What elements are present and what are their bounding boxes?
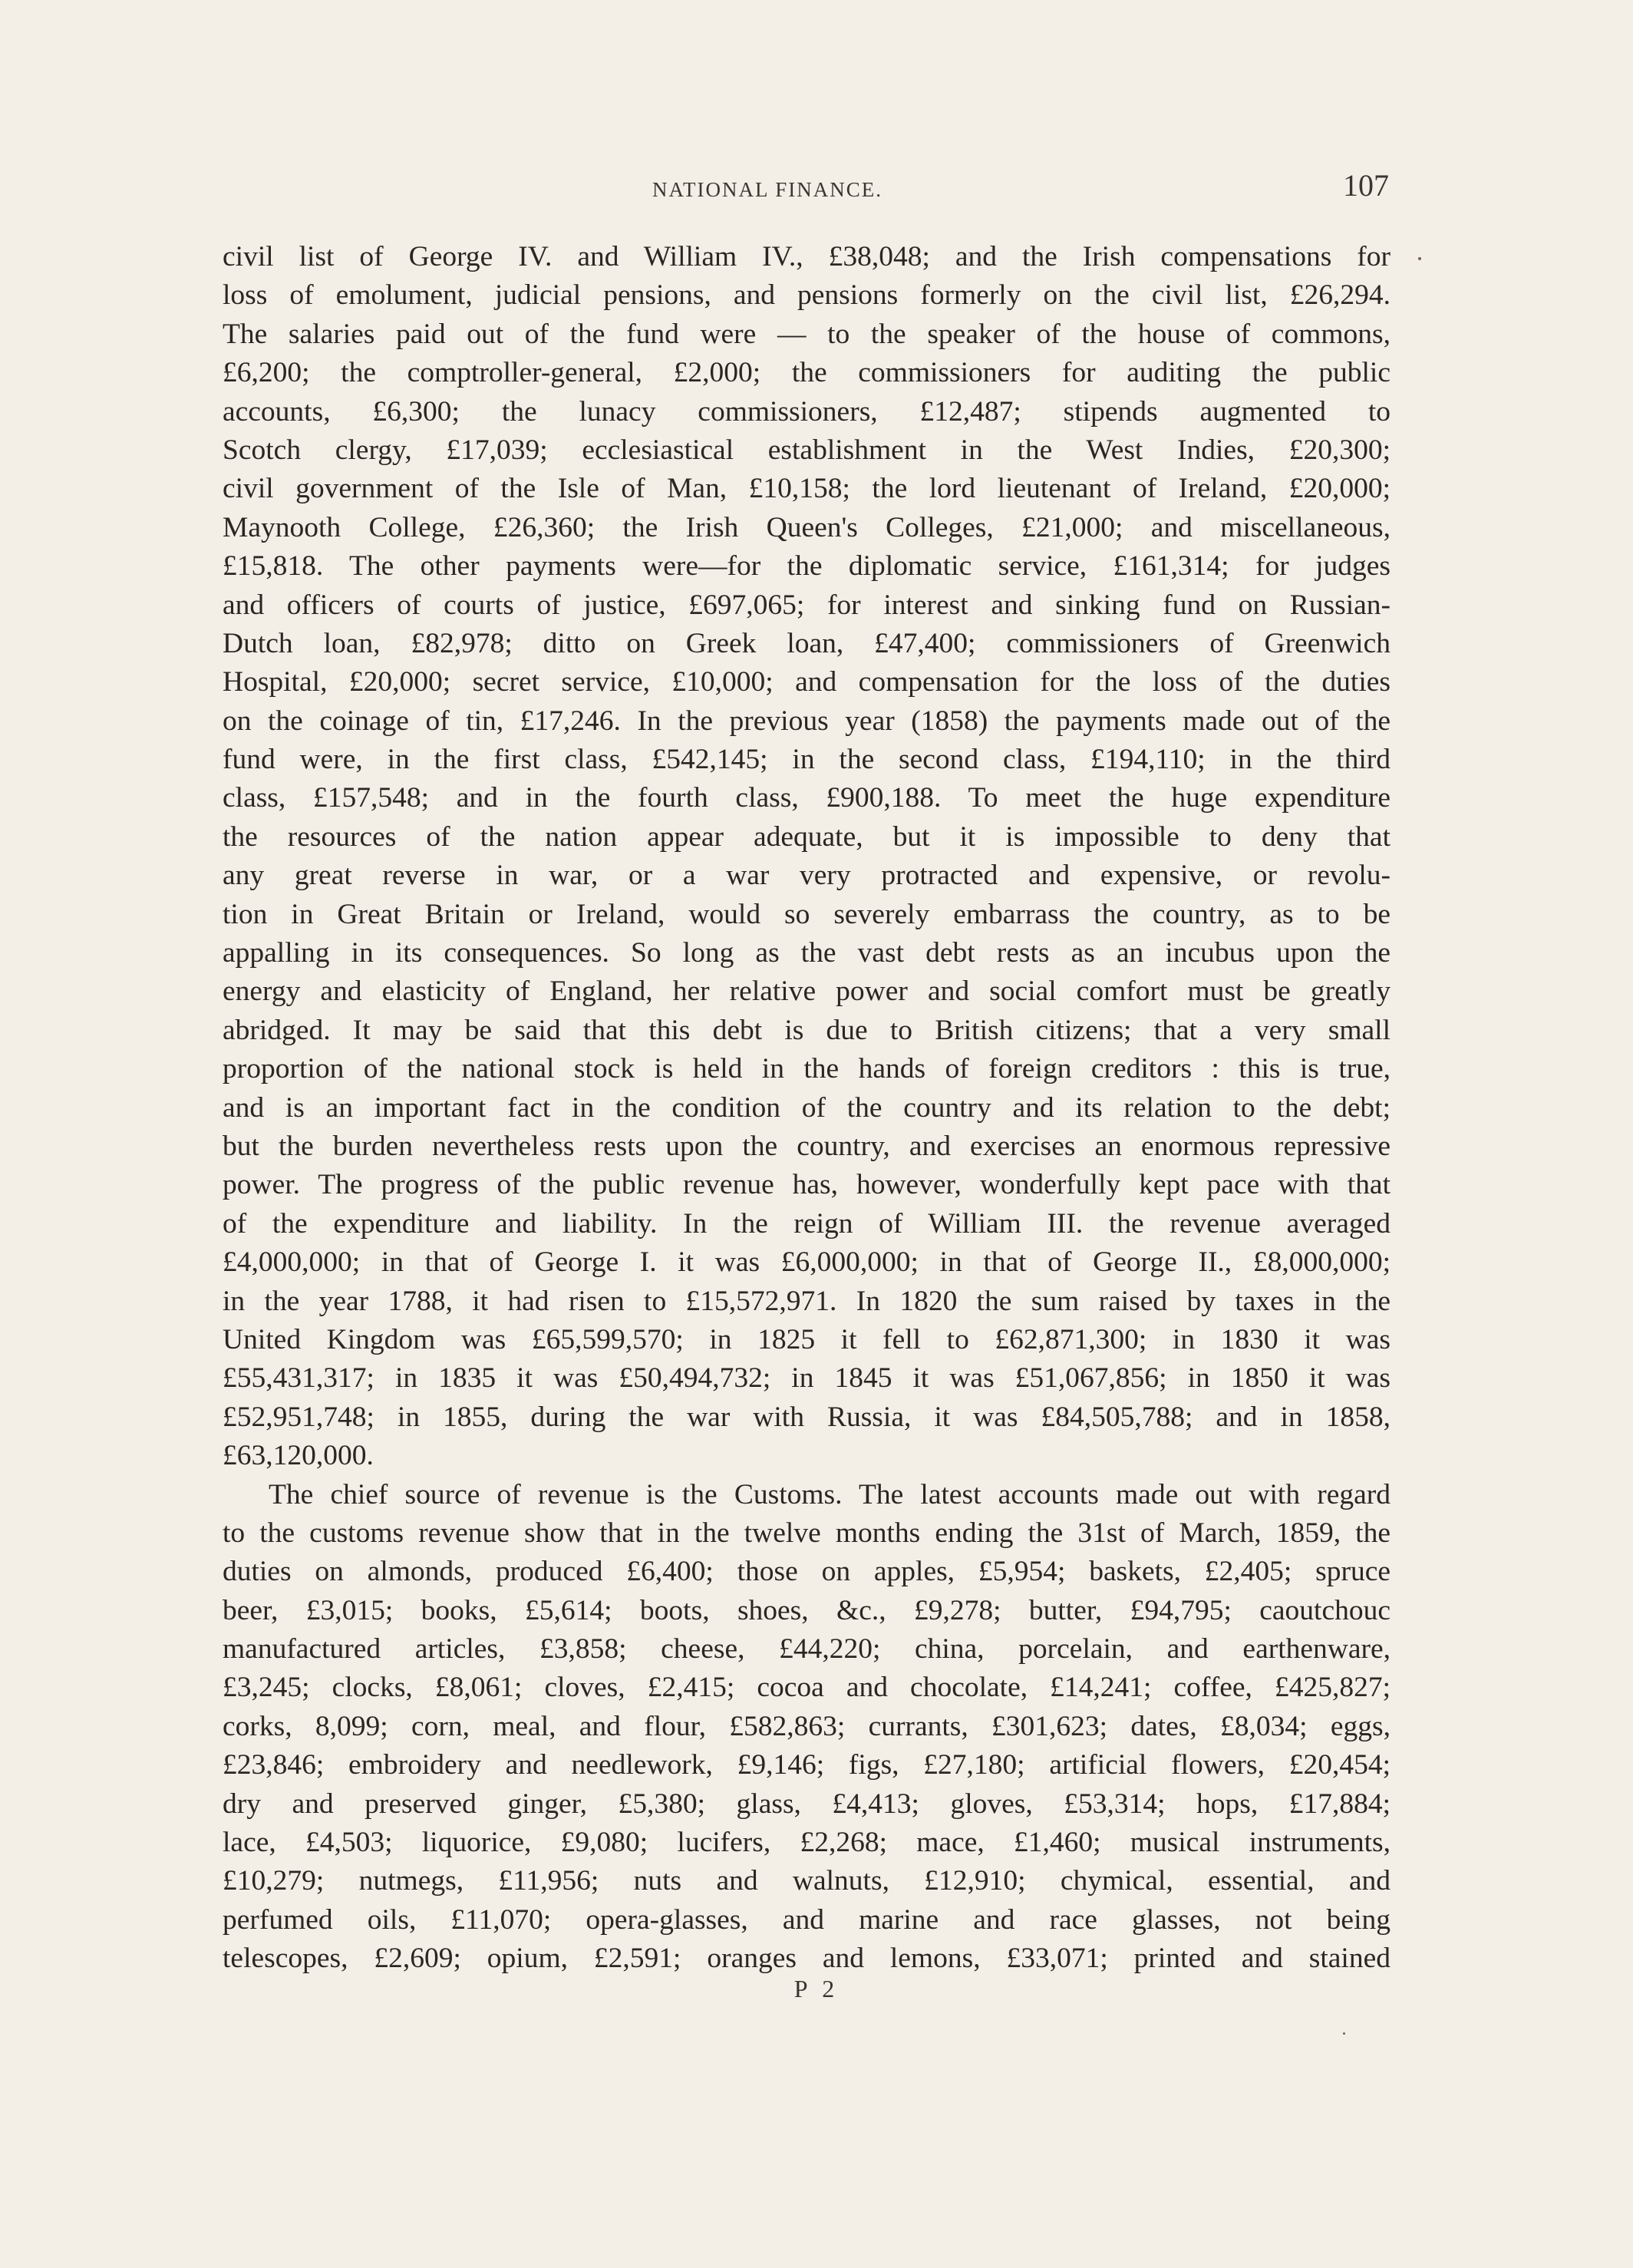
text-line: £23,846; embroidery and needlework, £9,146; figs, £27,180; artificial flowers, £20,454;: [223, 1749, 1391, 1781]
text-line: lace, £4,503; liquorice, £9,080; lucifers, £2,268; mace, £1,460; musical instruments,: [223, 1827, 1391, 1859]
text-line: to the customs revenue show that in the twelve months ending the 31st of March, 1859, the: [223, 1517, 1391, 1549]
text-line: Scotch clergy, £17,039; ecclesiastical establishment in the West Indies, £20,300;: [223, 434, 1391, 466]
text-line: in the year 1788, it had risen to £15,572,971. In 1820 the sum raised by taxes in the: [223, 1285, 1391, 1317]
text-line: accounts, £6,300; the lunacy commissioners, £12,487; stipends augmented to: [223, 395, 1391, 428]
text-line: and officers of courts of justice, £697,065; for interest and sinking fund on Russian-: [223, 589, 1391, 621]
text-line: £3,245; clocks, £8,061; cloves, £2,415; cocoa and chocolate, £14,241; coffee, £425,827;: [223, 1672, 1391, 1704]
text-line: abridged. It may be said that this debt is due to British citizens; that a very small: [223, 1014, 1391, 1046]
text-line: United Kingdom was £65,599,570; in 1825 it fell to £62,871,300; in 1830 it was: [223, 1323, 1391, 1355]
text-line: corks, 8,099; corn, meal, and flour, £582,863; currants, £301,623; dates, £8,034; eggs,: [223, 1710, 1391, 1742]
text-line: Maynooth College, £26,360; the Irish Queen's Colleges, £21,000; and miscellaneous,: [223, 511, 1391, 543]
text-line: The chief source of revenue is the Customs. The latest accounts made out with regard: [269, 1478, 1391, 1510]
paper-speck: [1418, 257, 1421, 260]
paper-speck: [1343, 2032, 1345, 2035]
text-line: £55,431,317; in 1835 it was £50,494,732; in 1845 it was £51,067,856; in 1850 it was: [223, 1362, 1391, 1395]
text-line: civil list of George IV. and William IV., £38,048; and the Irish compensations for: [223, 241, 1391, 272]
running-title: NATIONAL FINANCE.: [652, 178, 882, 201]
text-line: and is an important fact in the condition of the country and its relation to the debt;: [223, 1091, 1391, 1124]
text-line: the resources of the nation appear adequate, but it is impossible to deny that: [223, 820, 1391, 853]
text-line: duties on almonds, produced £6,400; those on apples, £5,954; baskets, £2,405; spruce: [223, 1556, 1391, 1588]
text-line: tion in Great Britain or Ireland, would so severely embarrass the country, as to be: [223, 898, 1391, 930]
text-line: on the coinage of tin, £17,246. In the previous year (1858) the payments made out of the: [223, 705, 1391, 737]
text-line: dry and preserved ginger, £5,380; glass, £4,413; gloves, £53,314; hops, £17,884;: [223, 1788, 1391, 1820]
text-line: £15,818. The other payments were—for the diplomatic service, £161,314; for judges: [223, 550, 1391, 583]
text-line: fund were, in the first class, £542,145; in the second class, £194,110; in the third: [223, 744, 1391, 776]
text-line: manufactured articles, £3,858; cheese, £44,220; china, porcelain, and earthenware,: [223, 1633, 1391, 1666]
text-line: £6,200; the comptroller-general, £2,000; the commissioners for auditing the public: [223, 357, 1391, 389]
text-line: proportion of the national stock is held in the hands of foreign creditors : this is true,: [223, 1053, 1391, 1085]
text-line: class, £157,548; and in the fourth class, £900,188. To meet the huge expenditure: [223, 782, 1391, 814]
text-line: energy and elasticity of England, her relative power and social comfort must be greatly: [223, 976, 1391, 1008]
text-line: £4,000,000; in that of George I. it was £6,000,000; in that of George II., £8,000,000;: [223, 1246, 1391, 1279]
text-line: The salaries paid out of the fund were — to the speaker of the house of commons,: [223, 318, 1391, 350]
text-line: but the burden nevertheless rests upon the country, and exercises an enormous repressive: [223, 1130, 1391, 1162]
running-head: [223, 167, 1397, 213]
text-line: of the expenditure and liability. In the reign of William III. the revenue averaged: [223, 1207, 1391, 1240]
text-line: Hospital, £20,000; secret service, £10,000; and compensation for the loss of the duties: [223, 666, 1391, 698]
text-line: civil government of the Isle of Man, £10,158; the lord lieutenant of Ireland, £20,000;: [223, 473, 1391, 505]
text-line: beer, £3,015; books, £5,614; boots, shoes, &c., £9,278; butter, £94,795; caoutchouc: [223, 1594, 1391, 1626]
body-text: [223, 238, 1391, 2017]
text-line: appalling in its consequences. So long as the vast debt rests as an incubus upon the: [223, 937, 1391, 969]
text-line: telescopes, £2,609; opium, £2,591; oranges and lemons, £33,071; printed and stained: [223, 1943, 1391, 1975]
text-line: Dutch loan, £82,978; ditto on Greek loan, £47,400; commissioners of Greenwich: [223, 627, 1391, 659]
text-line: £63,120,000.: [223, 1440, 374, 1472]
page-number: 107: [1343, 168, 1389, 203]
text-line: perfumed oils, £11,070; opera-glasses, and marine and race glasses, not being: [223, 1903, 1391, 1936]
text-line: £52,951,748; in 1855, during the war with Russia, it was £84,505,788; and in 1858,: [223, 1401, 1391, 1433]
signature-mark: P 2: [793, 1975, 840, 2002]
text-line: any great reverse in war, or a war very protracted and expensive, or revolu-: [223, 860, 1391, 892]
text-line: loss of emolument, judicial pensions, and pensions formerly on the civil list, £26,294.: [223, 279, 1391, 312]
text-line: power. The progress of the public revenue has, however, wonderfully kept pace with that: [223, 1169, 1391, 1201]
text-line: £10,279; nutmegs, £11,956; nuts and walnuts, £12,910; chymical, essential, and: [223, 1865, 1391, 1897]
